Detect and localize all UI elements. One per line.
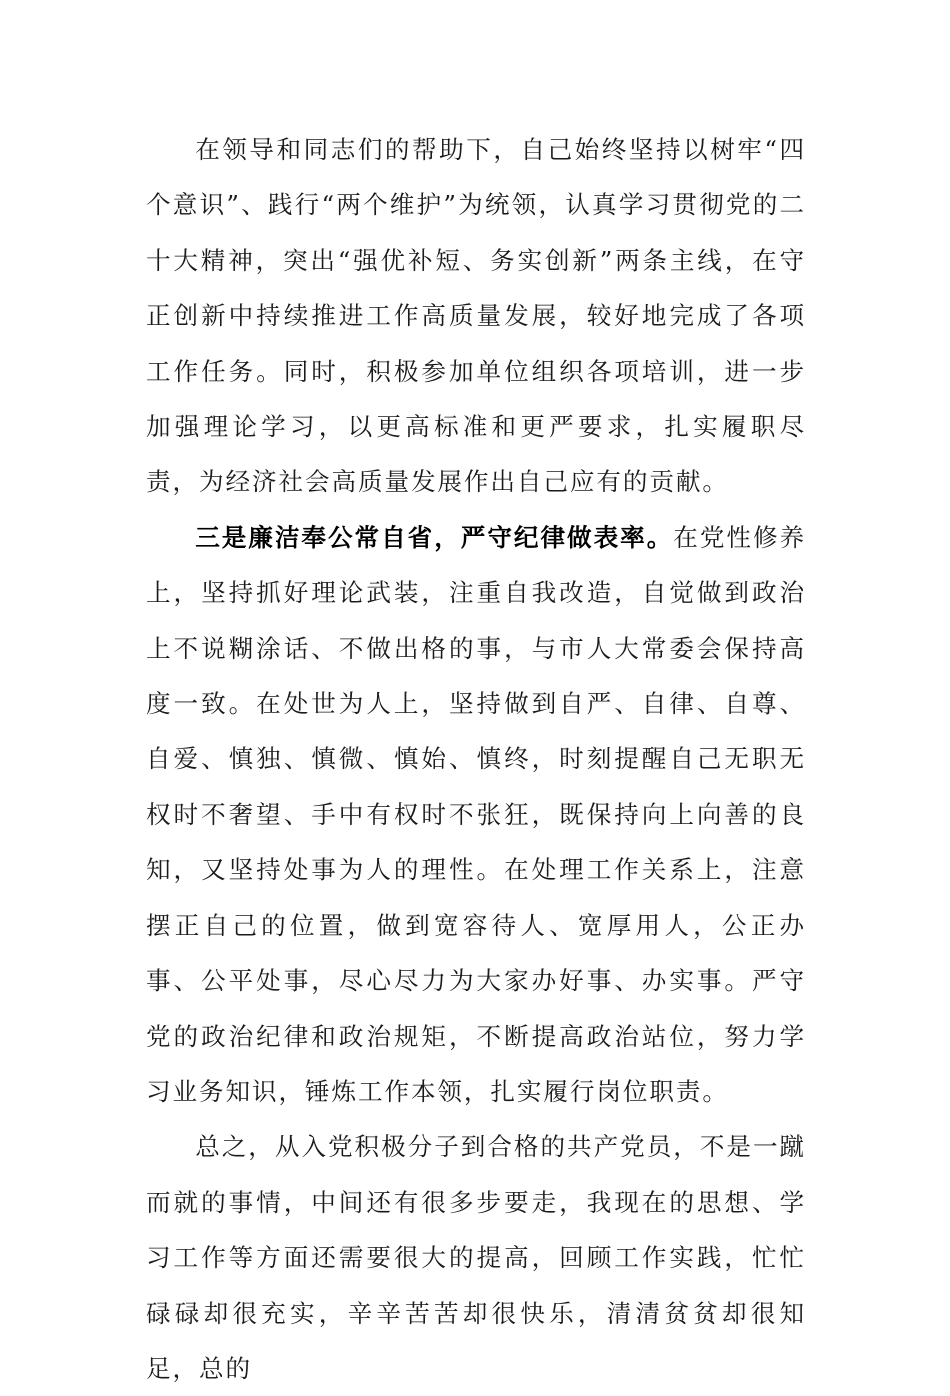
paragraph-2-text: 在党性修养上，坚持抓好理论武装，注重自我改造，自觉做到政治上不说糊涂话、不做出格的事，与市人大常委会保持高度一致。在处世为人上，坚持做到自严、自律、自尊、自爱、慎独、慎微、慎始、慎终，时刻提醒自己无职无权时不奢望、手中有权时不张狂，既保持向上向善的良知，又坚持处事为人的理性。在处理工作关系上，注意摆正自己的位置，做到宽容待人、宽厚用人，公正办事、公平处事，尽心尽力为大家办好事、办实事。严守党的政治纪律和政治规矩，不断提高政治站位，努力学习业务知识，锤炼工作本领，扎实履行岗位职责。: [146, 522, 806, 1106]
paragraph-3: [146, 1119, 806, 1396]
paragraph-1-text: 在领导和同志们的帮助下，自己始终坚持以树牢“四个意识”、践行“两个维护”为统领，认真学习贯彻党的二十大精神，突出“强优补短、务实创新”两条主线，在守正创新中持续推进工作高质量发展，较好地完成了各项工作任务。同时，积极参加单位组织各项培训，进一步加强理论学习，以更高标准和更严要求，扎实履职尽责，为经济社会高质量发展作出自己应有的贡献。: [146, 135, 806, 497]
paragraph-3-text: 总之，从入党积极分子到合格的共产党员，不是一蹴而就的事情，中间还有很多步要走，我现在的思想、学习工作等方面还需要很大的提高，回顾工作实践，忙忙碌碌却很充实，辛辛苦苦却很快乐，清清贫贫却很知足，总的: [146, 1132, 806, 1383]
document-body: [146, 122, 806, 1396]
paragraph-2: [146, 510, 806, 1119]
paragraph-1: [146, 122, 806, 510]
paragraph-2-lead: 三是廉洁奉公常自省，严守纪律做表率。: [195, 522, 674, 552]
